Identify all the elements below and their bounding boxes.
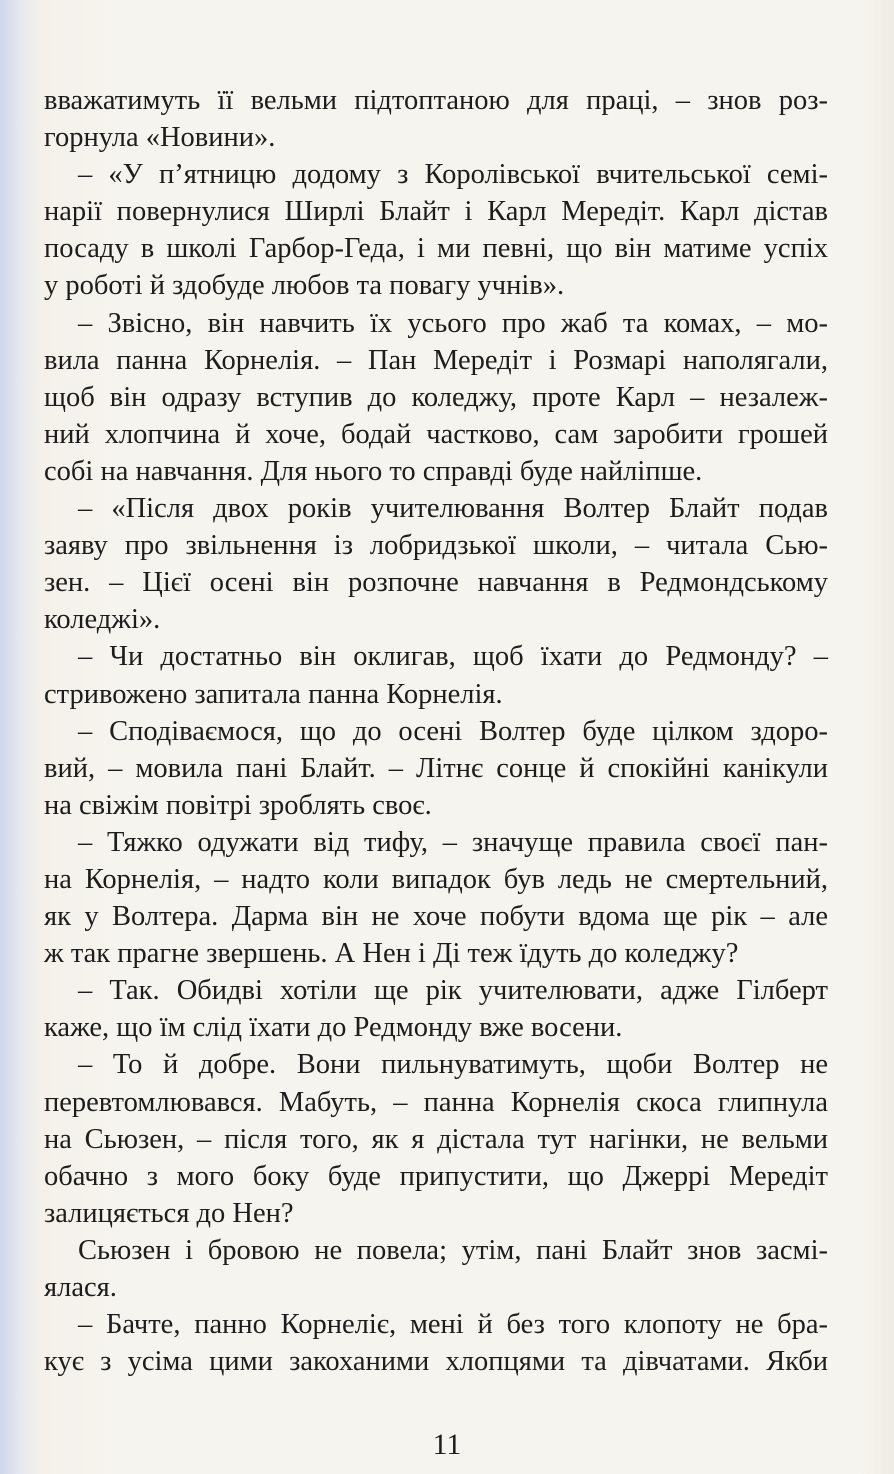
text-line: перевтомлювався. Мабуть, – панна Корнелія скоса глипнула bbox=[44, 1086, 828, 1118]
text-line: на свіжім повітрі зроблять своє. bbox=[44, 789, 432, 821]
text-line: вила панна Корнелія. – Пан Мередіт і Розмарі наполягали, bbox=[44, 344, 828, 376]
text-line: залицяється до Нен? bbox=[44, 1197, 294, 1229]
text-line: на Сьюзен, – після того, як я дістала тут нагінки, не вельми bbox=[44, 1123, 828, 1155]
text-line: нарії повернулися Ширлі Блайт і Карл Мередіт. Карл дістав bbox=[44, 196, 828, 228]
text-line: – Так. Обидві хотіли ще рік учителювати, адже Гілберт bbox=[78, 975, 828, 1007]
text-line: каже, що їм слід їхати до Редмонду вже восени. bbox=[44, 1012, 623, 1044]
text-line: – Звісно, він навчить їх усього про жаб та комах, – мо- bbox=[78, 307, 828, 339]
text-line: стривожено запитала панна Корнелія. bbox=[44, 678, 503, 710]
text-line: коледжі». bbox=[44, 604, 161, 636]
text-line: заяву про звільнення із лобридзької школи, – читала Сью- bbox=[44, 530, 828, 562]
text-line: собі на навчання. Для нього то справді буде найліпше. bbox=[44, 455, 703, 487]
text-line: – «У п’ятницю додому з Королівської вчительської семі- bbox=[78, 159, 828, 191]
text-line: кує з усіма цими закоханими хлопцями та дівчатами. Якби bbox=[44, 1346, 828, 1378]
text-line: – «Після двох років учителювання Волтер Блайт подав bbox=[78, 493, 828, 525]
body-text bbox=[44, 82, 828, 1380]
text-line: посаду в школі Гарбор-Геда, і ми певні, що він матиме успіх bbox=[44, 233, 828, 265]
text-line: горнула «Новини». bbox=[44, 122, 276, 154]
text-line: – Тяжко одужати від тифу, – значуще правила своєї пан- bbox=[78, 826, 828, 858]
text-line: у роботі й здобуде любов та повагу учнів». bbox=[44, 270, 565, 302]
page-number: 11 bbox=[432, 1428, 462, 1461]
text-line: щоб він одразу вступив до коледжу, проте Карл – незалеж- bbox=[44, 381, 828, 413]
text-line: вий, – мовила пані Блайт. – Літнє сонце й спокійні канікули bbox=[44, 752, 828, 784]
text-line: – Чи достатньо він оклигав, щоб їхати до Редмонду? – bbox=[78, 641, 828, 673]
text-line: на Корнелія, – надто коли випадок був ледь не смертельний, bbox=[44, 863, 828, 895]
text-line: Сьюзен і бровою не повела; утім, пані Блайт знов засмі- bbox=[78, 1234, 828, 1266]
text-line: ний хлопчина й хоче, бодай частково, сам заробити грошей bbox=[44, 418, 828, 450]
text-line: вважатимуть її вельми підтоптаною для праці, – знов роз- bbox=[44, 85, 828, 116]
text-line: зен. – Цієї осені він розпочне навчання в Редмондському bbox=[44, 567, 828, 599]
text-line: обачно з мого боку буде припустити, що Джеррі Мередіт bbox=[44, 1160, 828, 1192]
text-line: – Бачте, панно Корнеліє, мені й без того клопоту не бра- bbox=[78, 1309, 828, 1341]
text-line: ялася. bbox=[44, 1272, 117, 1303]
text-line: як у Волтера. Дарма він не хоче побути вдома ще рік – але bbox=[44, 901, 828, 933]
text-line: – То й добре. Вони пильнуватимуть, щоби Волтер не bbox=[78, 1049, 828, 1081]
text-line: ж так прагне звершень. А Нен і Ді теж їдуть до коледжу? bbox=[44, 938, 739, 970]
text-line: – Сподіваємося, що до осені Волтер буде цілком здоро- bbox=[78, 715, 828, 747]
